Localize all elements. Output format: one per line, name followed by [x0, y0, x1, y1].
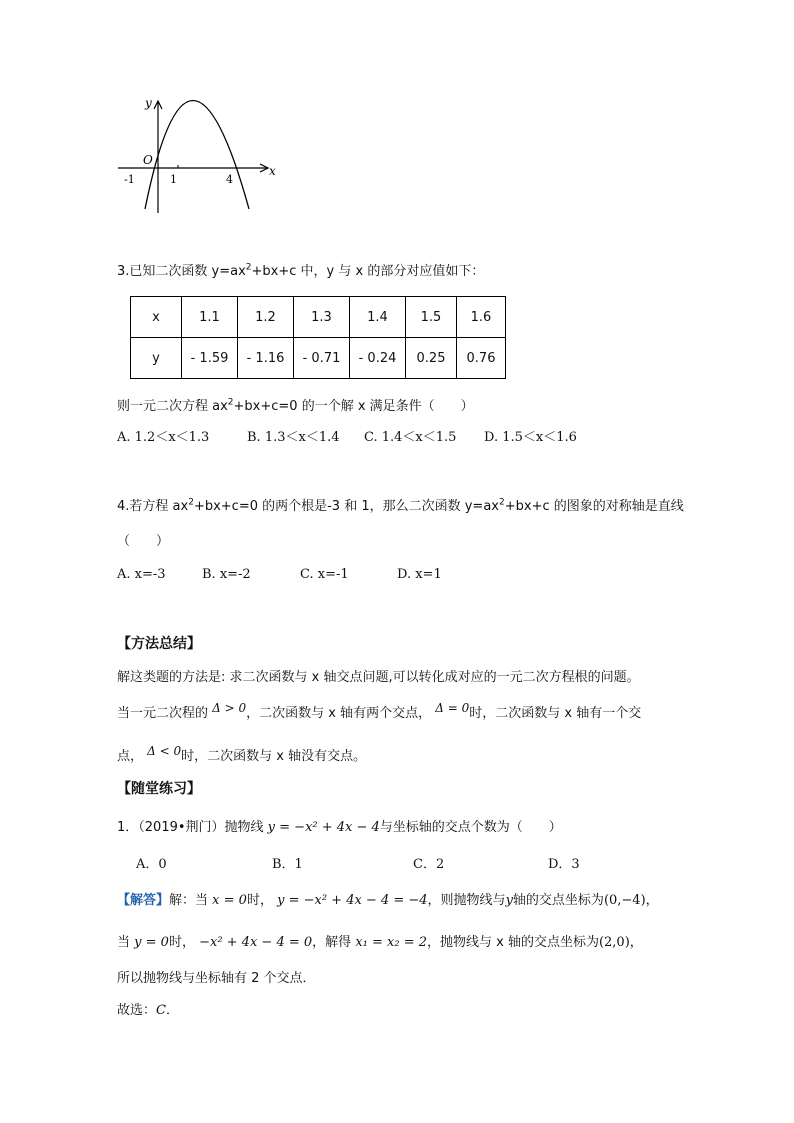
x-axis-label: x: [269, 164, 276, 178]
delta-negative: Δ < 0: [147, 744, 182, 758]
y-axis-label: y: [145, 96, 152, 110]
practice-q1: 1．（2019•荆门）抛物线 y = −x² + 4x − 4与坐标轴的交点个数为（ ）: [117, 820, 562, 835]
q4-option-c[interactable]: C. x=-1: [300, 567, 349, 582]
method-line-2: 当一元二次程的 Δ > 0，二次函数与 x 轴有两个交点， Δ = 0时，二次函数与 x 轴有一个交: [117, 701, 642, 721]
q4-option-b[interactable]: B. x=-2: [202, 567, 251, 582]
tick-label-1: 1: [170, 173, 177, 186]
q3-ask: 则一元二次方程 $ax^2+bx+c=0$ 的一个解 x 满足条件（ ）: [117, 397, 474, 414]
table-cell: - 1.16: [238, 338, 294, 379]
q1-formula: y = −x² + 4x − 4: [267, 820, 380, 835]
delta-zero: Δ = 0: [435, 701, 470, 715]
table-cell: 1.5: [406, 297, 457, 338]
origin-label: O: [143, 153, 153, 167]
q3-value-table: [130, 296, 506, 379]
table-cell: - 1.59: [182, 338, 238, 379]
table-cell: 1.3: [294, 297, 350, 338]
practice-option-a[interactable]: A．0: [136, 857, 167, 872]
answer-line-3: 所以抛物线与坐标轴有 2 个交点．: [117, 971, 316, 986]
q3-option-d[interactable]: D. 1.5＜x＜1.6: [484, 430, 577, 445]
method-line-3: 点， Δ < 0时，二次函数与 x 轴没有交点。: [117, 744, 367, 764]
answer-tag: 【解答】: [117, 893, 170, 908]
table-header-x: x: [131, 297, 182, 338]
parabola-curve: [145, 101, 249, 210]
q3-stem: 3.已知二次函数 $y=ax^2+bx+c$ 中，y 与 x 的部分对应值如下：: [117, 262, 485, 279]
method-heading: 【方法总结】: [117, 636, 201, 652]
table-header-y: y: [131, 338, 182, 379]
practice-option-d[interactable]: D．3: [548, 857, 580, 872]
table-cell: 1.2: [238, 297, 294, 338]
table-cell: 1.1: [182, 297, 238, 338]
q4-option-d[interactable]: D. x=1: [397, 567, 442, 582]
q3-option-b[interactable]: B. 1.3＜x＜1.4: [247, 430, 340, 445]
table-cell: 0.25: [406, 338, 457, 379]
delta-positive: Δ > 0: [212, 701, 247, 715]
table-row-y: [131, 338, 506, 379]
practice-option-c[interactable]: C．2: [413, 857, 445, 872]
table-cell: 1.4: [350, 297, 406, 338]
practice-heading: 【随堂练习】: [117, 781, 201, 797]
table-row-x: [131, 297, 506, 338]
table-cell: 0.76: [457, 338, 506, 379]
table-cell: - 0.71: [294, 338, 350, 379]
answer-line-1: 【解答】解：当 x = 0时， y = −x² + 4x − 4 = −4，则抛物线与y轴的交点坐标为(0,−4)，: [117, 893, 659, 908]
method-line-1: 解这类题的方法是: 求二次函数与 x 轴交点问题,可以转化成对应的一元二次方程根的问题。: [117, 670, 640, 685]
q4-paren: （ ）: [117, 534, 170, 549]
q4-stem: 4.若方程 $ax^2+bx+c=0$ 的两个根是-3 和 1，那么二次函数 $y=ax^2+bx+c$ 的图象的对称轴是直线: [117, 497, 684, 514]
q3-option-a[interactable]: A. 1.2＜x＜1.3: [117, 430, 210, 445]
q4-option-a[interactable]: A. x=-3: [117, 567, 166, 582]
q3-option-c[interactable]: C. 1.4＜x＜1.5: [364, 430, 457, 445]
answer-line-2: 当 y = 0时， −x² + 4x − 4 = 0，解得 x₁ = x₂ = 2，抛物线与 x 轴的交点坐标为(2,0)，: [117, 935, 643, 950]
answer-line-4: 故选：C．: [117, 1003, 179, 1018]
table-cell: 1.6: [457, 297, 506, 338]
tick-label-4: 4: [226, 173, 233, 186]
table-cell: - 0.24: [350, 338, 406, 379]
practice-option-b[interactable]: B．1: [272, 857, 303, 872]
tick-label-neg1: -1: [124, 173, 135, 186]
parabola-graph: [112, 92, 282, 217]
